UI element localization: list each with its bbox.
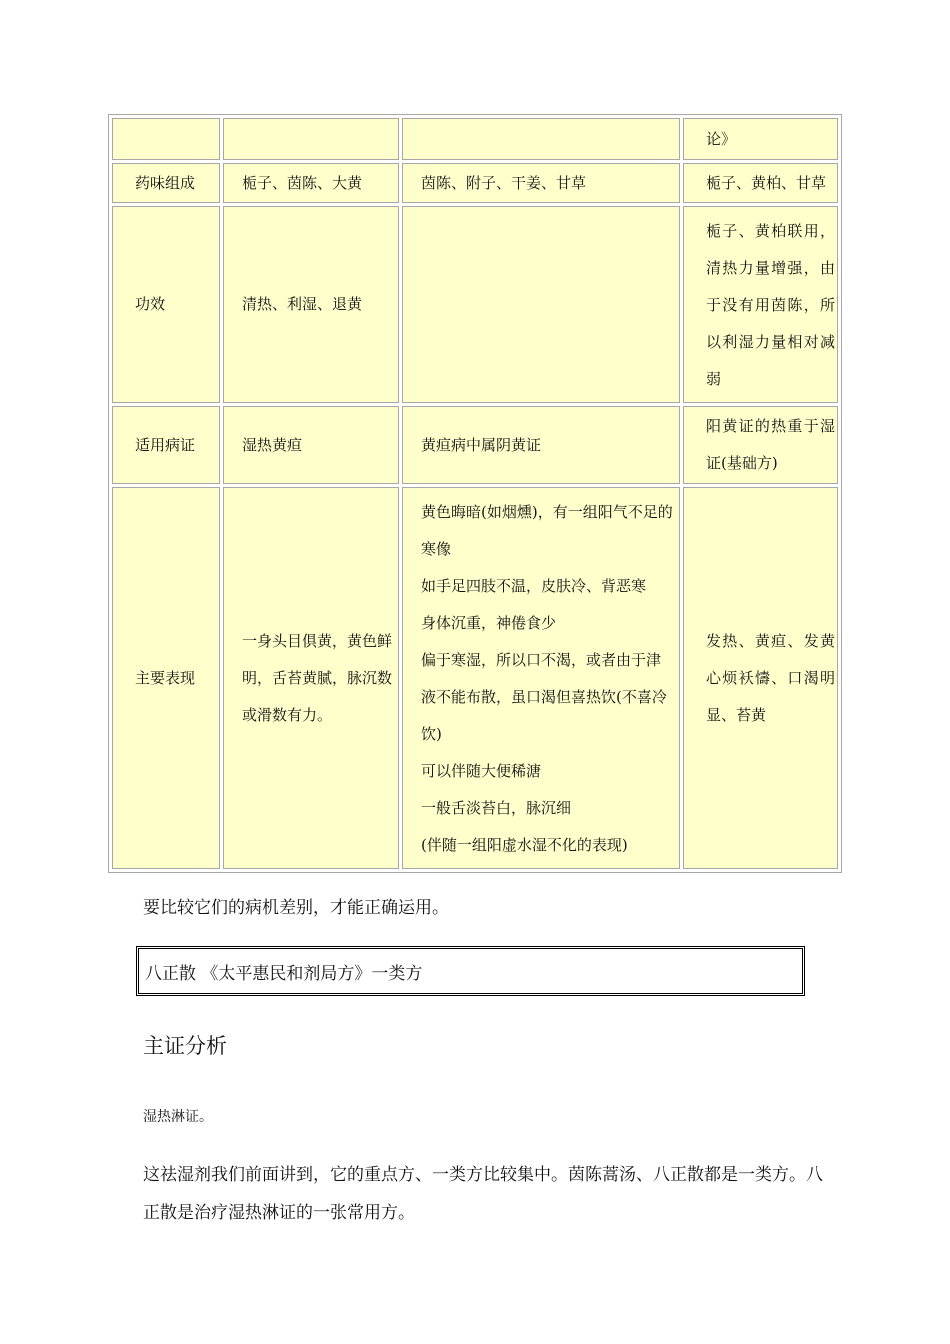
table-cell xyxy=(112,118,220,160)
formula-title-box xyxy=(136,946,805,996)
row-label: 适用病证 xyxy=(112,406,220,484)
symptom-line: 一般舌淡苔白，脉沉细 xyxy=(421,799,572,817)
table-cell xyxy=(402,118,680,160)
table-cell: 黄疸病中属阴黄证 xyxy=(402,406,680,484)
table-cell: 发热、黄疸、发黄心烦袄懤、口渴明显、苔黄 xyxy=(683,487,838,869)
table-cell xyxy=(402,487,680,869)
table-row xyxy=(112,118,838,160)
symptom-line: 身体沉重，神倦食少 xyxy=(421,614,557,632)
table-cell: 论》 xyxy=(683,118,838,160)
row-label: 主要表现 xyxy=(112,487,220,869)
table-row xyxy=(112,487,838,869)
row-label: 药味组成 xyxy=(112,163,220,203)
row-label: 功效 xyxy=(112,206,220,403)
table-row xyxy=(112,163,838,203)
table-cell xyxy=(402,206,680,403)
symptom-line: 偏于寒湿，所以口不渴，或者由于津液不能布散，虽口渴但喜热饮(不喜冷饮) xyxy=(421,651,667,743)
table-cell: 栀子、茵陈、大黄 xyxy=(223,163,399,203)
section-heading: 主证分析 xyxy=(143,1034,227,1058)
symptom-line: 如手足四肢不温，皮肤冷、背恶寒 xyxy=(421,577,647,595)
table-cell: 栀子、黄柏联用，清热力量增强，由于没有用茵陈，所以利湿力量相对减弱 xyxy=(683,206,838,403)
body-paragraph: 这祛湿剂我们前面讲到，它的重点方、一类方比较集中。茵陈蒿汤、八正散都是一类方。八正散是治疗湿热淋证的一张常用方。 xyxy=(143,1165,823,1223)
table-cell: 阳黄证的热重于湿证(基础方) xyxy=(683,406,838,484)
formula-title: 八正散 《太平惠民和剂局方》一类方 xyxy=(145,963,423,984)
symptom-line: (伴随一组阳虚水湿不化的表现) xyxy=(421,836,628,854)
table-cell: 茵陈、附子、干姜、甘草 xyxy=(402,163,680,203)
table-row xyxy=(112,406,838,484)
comparison-table xyxy=(108,114,842,873)
paragraph: 要比较它们的病机差别，才能正确运用。 xyxy=(143,898,449,918)
table-cell: 栀子、黄柏、甘草 xyxy=(683,163,838,203)
table-row xyxy=(112,206,838,403)
table-cell: 清热、利湿、退黄 xyxy=(223,206,399,403)
symptom-line: 黄色晦暗(如烟燻)，有一组阳气不足的寒像 xyxy=(421,503,673,558)
table-cell: 湿热黄疸 xyxy=(223,406,399,484)
symptom-line: 可以伴随大便稀溏 xyxy=(421,762,542,780)
syndrome-label: 湿热淋证。 xyxy=(143,1109,213,1125)
table-cell: 一身头目俱黄，黄色鲜明，舌苔黄腻，脉沉数或滑数有力。 xyxy=(223,487,399,869)
table-cell xyxy=(223,118,399,160)
